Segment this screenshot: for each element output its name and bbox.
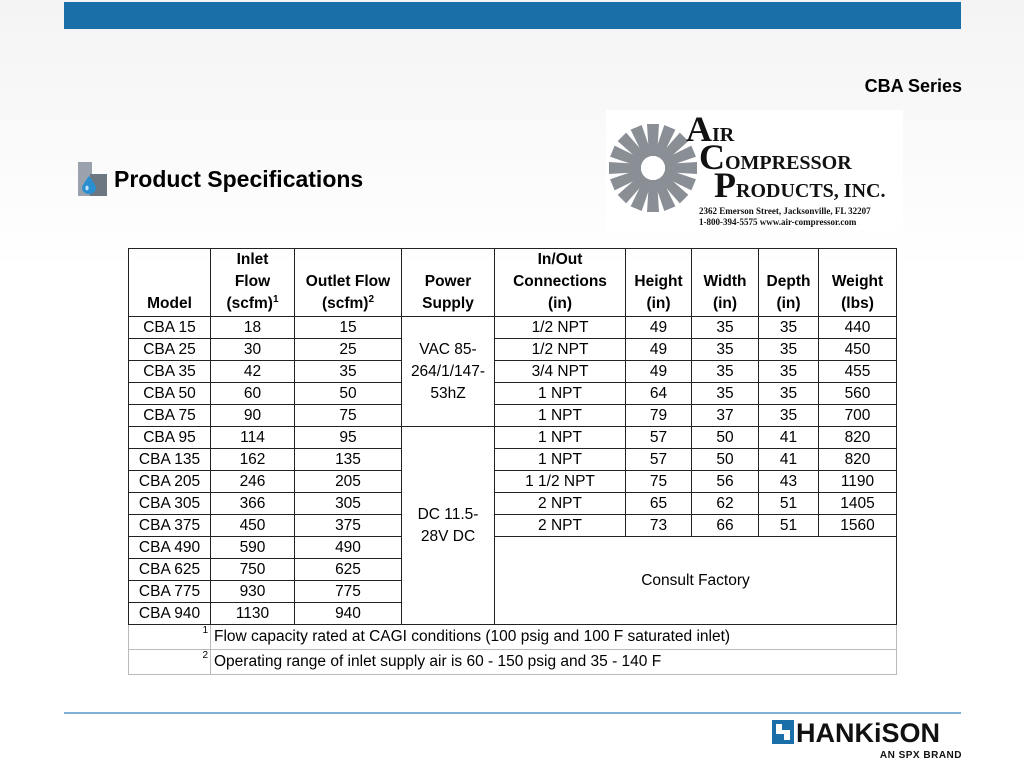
footnote-1: Flow capacity rated at CAGI conditions (100 psig and 100 F saturated inlet) (211, 625, 897, 650)
table-row: CBA 305 366 305 2 NPT 65 62 51 1405 (129, 493, 897, 515)
hankison-wordmark: HANKiSON (796, 718, 941, 748)
table-row: CBA 940 1130 940 (129, 603, 897, 625)
power-supply-vac: VAC 85- 264/1/147- 53hZ (402, 317, 495, 427)
table-row: CBA 50 60 50 1 NPT 64 35 35 560 (129, 383, 897, 405)
col-header-weight: Weight (lbs) (819, 249, 897, 317)
footer-divider (64, 712, 961, 714)
hankison-logo (772, 718, 962, 764)
water-drop-icon (78, 162, 108, 196)
table-row: CBA 375 450 375 2 NPT 73 66 51 1560 (129, 515, 897, 537)
table-row: CBA 135 162 135 1 NPT 57 50 41 820 (129, 449, 897, 471)
table-row: CBA 625 750 625 (129, 559, 897, 581)
table-header-row (129, 249, 897, 317)
hankison-mark-icon (772, 720, 794, 744)
col-header-depth: Depth (in) (759, 249, 819, 317)
table-row: CBA 775 930 775 (129, 581, 897, 603)
table-row: CBA 25 30 25 1/2 NPT 49 35 35 450 (129, 339, 897, 361)
footnote-row: 2 Operating range of inlet supply air is 60 - 150 psig and 35 - 140 F (129, 650, 897, 675)
page-title-block (78, 162, 363, 196)
table-row: CBA 490 590 490 Consult Factory (129, 537, 897, 559)
series-label: CBA Series (864, 76, 962, 96)
table-row: CBA 75 90 75 1 NPT 79 37 35 700 (129, 405, 897, 427)
col-header-outlet-flow: Outlet Flow (scfm)$^2$ (295, 249, 402, 317)
sunburst-logo-icon (608, 118, 698, 218)
table-row: CBA 15 18 15 VAC 85- 264/1/147- 53hZ 1/2 NPT 49 35 35 440 (129, 317, 897, 339)
top-banner-bar (64, 2, 961, 29)
col-header-inlet-flow: Inlet Flow (scfm)$^1$ (211, 249, 295, 317)
table-row: CBA 205 246 205 1 1/2 NPT 75 56 43 1190 (129, 471, 897, 493)
page-title: Product Specifications (114, 165, 364, 192)
specifications-table (128, 248, 897, 675)
power-supply-dc: DC 11.5- 28V DC (402, 427, 495, 625)
col-header-connections: In/Out Connections (in) (495, 249, 626, 317)
col-header-height: Height (in) (626, 249, 692, 317)
footnote-2: Operating range of inlet supply air is 60 - 150 psig and 35 - 140 F (211, 650, 897, 675)
company-logo: AIR COMPRESSOR PRODUCTS, INC. 2362 Emerson Street, Jacksonville, FL 32207 1-800-394-5575 www.air-compressor.com (606, 110, 903, 230)
consult-factory-note: Consult Factory (495, 537, 897, 625)
col-header-power-supply: Power Supply (402, 249, 495, 317)
footnote-row: 1 Flow capacity rated at CAGI conditions (100 psig and 100 F saturated inlet) (129, 625, 897, 650)
brand-tagline: AN SPX BRAND (879, 750, 962, 761)
col-header-width: Width (in) (692, 249, 759, 317)
table-row: CBA 35 42 35 3/4 NPT 49 35 35 455 (129, 361, 897, 383)
col-header-model: Model (129, 249, 211, 317)
table-row: CBA 95 114 95 DC 11.5- 28V DC 1 NPT 57 50 41 820 (129, 427, 897, 449)
